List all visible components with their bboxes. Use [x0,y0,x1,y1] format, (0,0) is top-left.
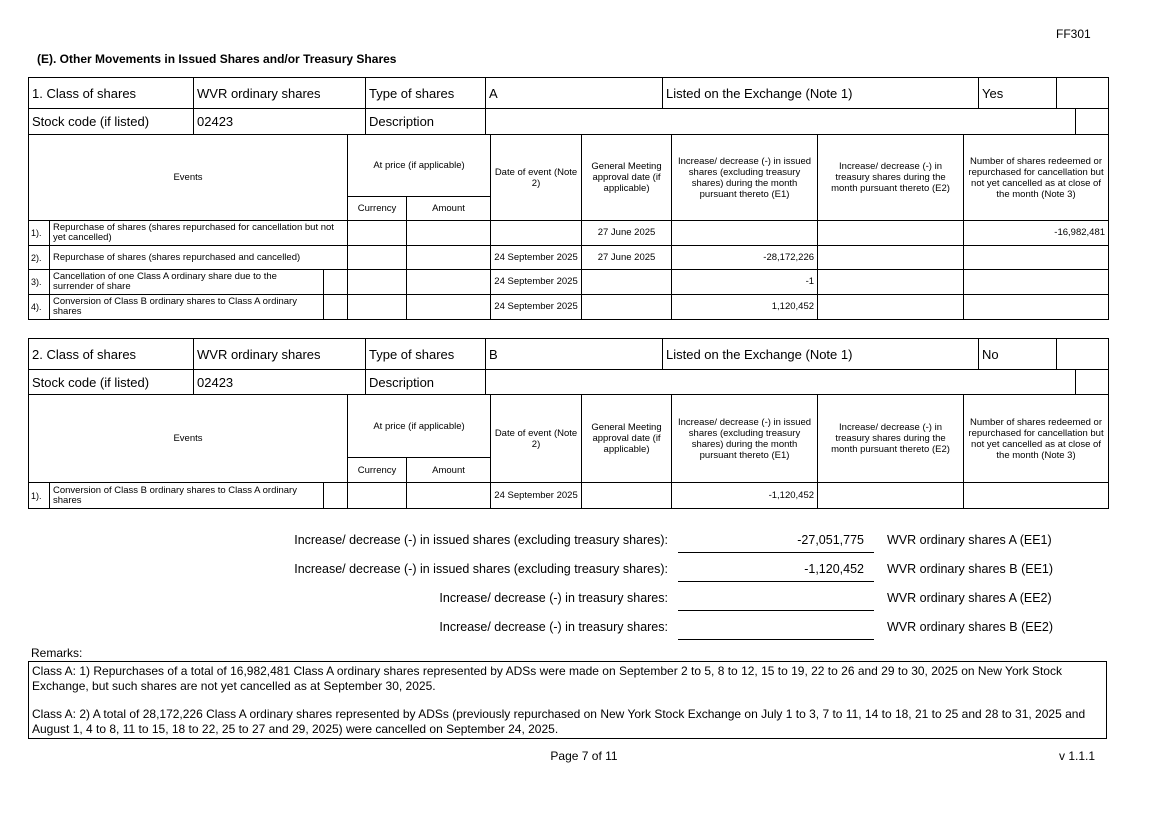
table-row [29,483,1109,509]
stock-code-value: 02423 [194,109,366,135]
event-number: 4). [29,295,50,320]
note3-header: Number of shares redeemed or repurchased for cancellation but not yet cancelled as at close of the month (Note 3) [964,395,1109,483]
events-header: Events [29,135,348,221]
table-row [29,295,1109,320]
event-description: Repurchase of shares (shares repurchased and cancelled) [50,246,348,270]
listed-label: Listed on the Exchange (Note 1) [663,339,979,370]
event-number: 1). [29,483,50,509]
description-label: Description [366,109,486,135]
currency-cell [348,483,407,509]
at-price-header: At price (if applicable) [348,135,491,197]
gm-date: 27 June 2025 [582,246,672,270]
class-b-header-table [28,338,1109,370]
remarks-box [28,661,1107,739]
type-of-shares-value: A [486,78,663,109]
amount-header: Amount [407,458,491,483]
event-date: 24 September 2025 [491,483,582,509]
summary-underline [678,610,874,611]
type-of-shares-value: B [486,339,663,370]
stock-code-label: Stock code (if listed) [29,370,194,395]
currency-cell [348,246,407,270]
empty-cell [1057,78,1109,109]
events-header: Events [29,395,348,483]
summary-label: Increase/ decrease (-) in treasury shares: [439,620,668,634]
amount-cell [407,295,491,320]
e2-value [818,483,964,509]
e1-header: Increase/ decrease (-) in issued shares (excluding treasury shares) during the month pursuant thereto (E1) [672,395,818,483]
currency-cell [348,270,407,295]
amount-cell [407,483,491,509]
amount-cell [407,246,491,270]
empty-cell [1076,109,1109,135]
e2-value [818,246,964,270]
remark-paragraph: Class A: 1) Repurchases of a total of 16,982,481 Class A ordinary shares represented by ADSs were made on September 2 to 5, 8 to 12, 15 to 19, 22 to 26 and 29 to 30, 2025 on New York Stock Exchange, but such shares are not yet cancelled as at September 30, 2025. [32,664,1062,693]
empty-cell [324,295,348,320]
remarks-label: Remarks: [31,646,83,660]
empty-cell [324,483,348,509]
page-number: Page 7 of 11 [550,749,618,763]
e1-header: Increase/ decrease (-) in issued shares (excluding treasury shares) during the month pursuant thereto (E1) [672,135,818,221]
gm-date [582,483,672,509]
type-of-shares-label: Type of shares [366,78,486,109]
currency-cell [348,295,407,320]
summary-value: -1,120,452 [804,562,864,576]
class-of-shares-label: 1. Class of shares [29,78,194,109]
summary-value: -27,051,775 [797,533,864,547]
summary-underline [678,639,874,640]
summary-unit: WVR ordinary shares B (EE1) [887,562,1054,576]
event-description: Cancellation of one Class A ordinary share due to the surrender of share [50,270,324,295]
description-value [486,370,1076,395]
empty-cell [1076,370,1109,395]
event-description: Repurchase of shares (shares repurchased for cancellation but not yet cancelled) [50,221,348,246]
e2-value [818,221,964,246]
empty-cell [324,270,348,295]
class-of-shares-label: 2. Class of shares [29,339,194,370]
summary-label: Increase/ decrease (-) in treasury shares: [439,591,668,605]
class-of-shares-value: WVR ordinary shares [194,78,366,109]
summary-underline [678,552,874,553]
class-b-stock-table [28,369,1109,395]
e2-header: Increase/ decrease (-) in treasury shares during the month pursuant thereto (E2) [818,395,964,483]
gm-date [582,295,672,320]
event-description: Conversion of Class B ordinary shares to Class A ordinary shares [50,483,324,509]
gm-approval-header: General Meeting approval date (if applicable) [582,135,672,221]
note3-value [964,246,1109,270]
empty-cell [1057,339,1109,370]
at-price-header: At price (if applicable) [348,395,491,458]
description-label: Description [366,370,486,395]
table-row [29,246,1109,270]
class-a-stock-table [28,108,1109,135]
e1-value: 1,120,452 [672,295,818,320]
amount-cell [407,221,491,246]
listed-label: Listed on the Exchange (Note 1) [663,78,979,109]
event-date: 24 September 2025 [491,270,582,295]
gm-approval-header: General Meeting approval date (if applicable) [582,395,672,483]
type-of-shares-label: Type of shares [366,339,486,370]
summary-unit: WVR ordinary shares B (EE2) [887,620,1054,634]
table-row [29,221,1109,246]
section-title: (E). Other Movements in Issued Shares and/or Treasury Shares [37,52,397,66]
summary-unit: WVR ordinary shares A (EE1) [887,533,1052,547]
e1-value: -1,120,452 [672,483,818,509]
listed-value: No [979,339,1057,370]
gm-date: 27 June 2025 [582,221,672,246]
note3-value [964,270,1109,295]
e1-value [672,221,818,246]
remark-paragraph: Class A: 2) A total of 28,172,226 Class A ordinary shares represented by ADSs (previously repurchased on New York Stock Exchange on July 1 to 3, 7 to 11, 14 to 18, 21 to 25 and 28 to 31, 2025 and August 1, 4 to 8, 11 to 15, 18 to 22, 25 to 27 and 29, 2025) were cancelled on September 24, 2025. [32,707,1086,736]
listed-value: Yes [979,78,1057,109]
date-of-event-header: Date of event (Note 2) [491,135,582,221]
form-code: FF301 [1056,27,1091,41]
event-number: 2). [29,246,50,270]
event-description: Conversion of Class B ordinary shares to Class A ordinary shares [50,295,324,320]
summary-label: Increase/ decrease (-) in issued shares (excluding treasury shares): [294,562,668,576]
e2-value [818,295,964,320]
event-number: 1). [29,221,50,246]
event-date: 24 September 2025 [491,246,582,270]
currency-header: Currency [348,458,407,483]
amount-cell [407,270,491,295]
event-date [491,221,582,246]
currency-cell [348,221,407,246]
note3-value [964,483,1109,509]
stock-code-value: 02423 [194,370,366,395]
stock-code-label: Stock code (if listed) [29,109,194,135]
table-row [29,270,1109,295]
description-value [486,109,1076,135]
event-number: 3). [29,270,50,295]
class-a-header-table [28,77,1109,109]
date-of-event-header: Date of event (Note 2) [491,395,582,483]
version-label: v 1.1.1 [1059,749,1096,763]
note3-value [964,295,1109,320]
gm-date [582,270,672,295]
e2-header: Increase/ decrease (-) in treasury shares during the month pursuant thereto (E2) [818,135,964,221]
currency-header: Currency [348,197,407,221]
amount-header: Amount [407,197,491,221]
e1-value: -28,172,226 [672,246,818,270]
class-b-events-table [28,394,1109,509]
summary-label: Increase/ decrease (-) in issued shares (excluding treasury shares): [294,533,668,547]
class-of-shares-value: WVR ordinary shares [194,339,366,370]
class-a-events-table [28,134,1109,320]
e2-value [818,270,964,295]
event-date: 24 September 2025 [491,295,582,320]
note3-value: -16,982,481 [964,221,1109,246]
summary-underline [678,581,874,582]
e1-value: -1 [672,270,818,295]
note3-header: Number of shares redeemed or repurchased for cancellation but not yet cancelled as at close of the month (Note 3) [964,135,1109,221]
summary-unit: WVR ordinary shares A (EE2) [887,591,1052,605]
